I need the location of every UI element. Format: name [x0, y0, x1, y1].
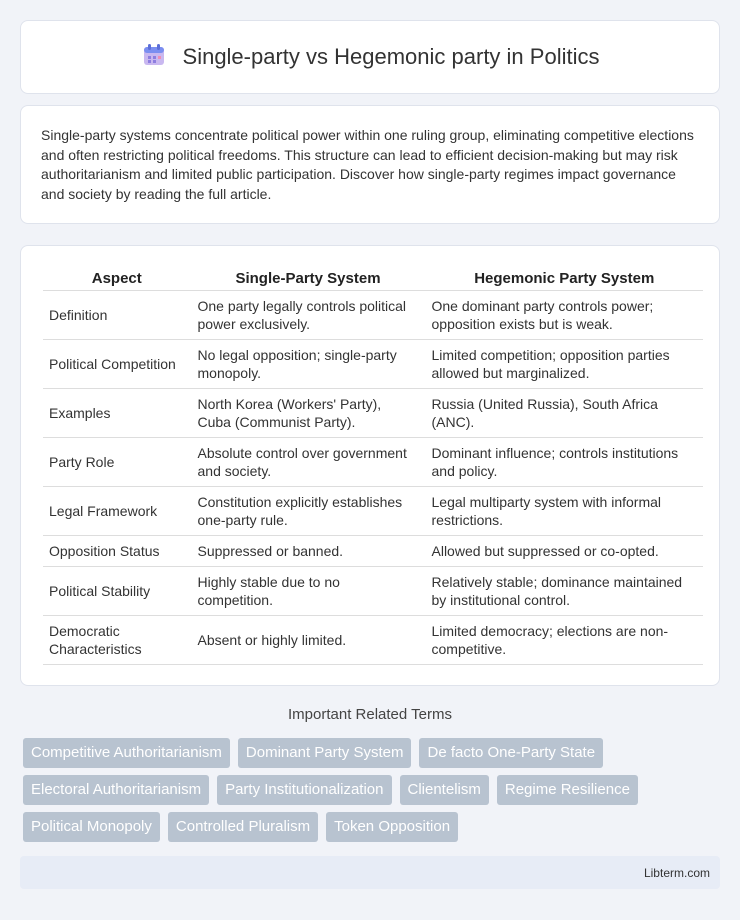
related-terms-title: Important Related Terms: [288, 706, 452, 723]
row-single-party: North Korea (Workers' Party), Cuba (Communist Party).: [191, 389, 425, 438]
row-hegemonic-party: Limited democracy; elections are non-competitive.: [425, 616, 703, 665]
table-row: [43, 567, 703, 616]
row-single-party: Absent or highly limited.: [191, 616, 425, 665]
related-term-tag[interactable]: Regime Resilience: [497, 775, 638, 805]
row-aspect: Political Competition: [43, 340, 191, 389]
comparison-table-card: [20, 245, 720, 686]
related-term-tag[interactable]: Controlled Pluralism: [168, 812, 318, 842]
row-aspect: Party Role: [43, 438, 191, 487]
row-single-party: Suppressed or banned.: [191, 536, 425, 567]
row-hegemonic-party: Dominant influence; controls institutions and policy.: [425, 438, 703, 487]
table-row: [43, 340, 703, 389]
row-aspect: Democratic Characteristics: [43, 616, 191, 665]
row-single-party: Highly stable due to no competition.: [191, 567, 425, 616]
row-hegemonic-party: One dominant party controls power; opposition exists but is weak.: [425, 291, 703, 340]
row-aspect: Opposition Status: [43, 536, 191, 567]
intro-text: Single-party systems concentrate political power within one ruling group, eliminating competitive elections and often restricting political freedoms. This structure can lead to efficient decision-making but may risk authoritarianism and limited public participation. Discover how single-party regimes impact governance and society by reading the full article.: [41, 127, 694, 202]
related-term-tag[interactable]: Electoral Authoritarianism: [23, 775, 209, 805]
related-term-tag[interactable]: Token Opposition: [326, 812, 458, 842]
table-row: [43, 616, 703, 665]
footer: [20, 856, 720, 889]
row-hegemonic-party: Allowed but suppressed or co-opted.: [425, 536, 703, 567]
table-row: [43, 438, 703, 487]
related-terms-list: [23, 738, 723, 842]
row-aspect: Examples: [43, 389, 191, 438]
related-term-tag[interactable]: Political Monopoly: [23, 812, 160, 842]
row-hegemonic-party: Russia (United Russia), South Africa (ANC).: [425, 389, 703, 438]
title-card: [20, 20, 720, 94]
header-aspect: Aspect: [43, 264, 191, 291]
intro-card: [20, 105, 720, 224]
row-hegemonic-party: Limited competition; opposition parties allowed but marginalized.: [425, 340, 703, 389]
table-row: [43, 389, 703, 438]
header-single-party: Single-Party System: [191, 264, 425, 291]
related-term-tag[interactable]: De facto One-Party State: [419, 738, 603, 768]
row-single-party: One party legally controls political power exclusively.: [191, 291, 425, 340]
row-aspect: Definition: [43, 291, 191, 340]
calendar-icon: [141, 42, 167, 73]
table-header-row: [43, 264, 703, 291]
row-hegemonic-party: Legal multiparty system with informal restrictions.: [425, 487, 703, 536]
row-single-party: Constitution explicitly establishes one-party rule.: [191, 487, 425, 536]
related-term-tag[interactable]: Party Institutionalization: [217, 775, 391, 805]
table-row: [43, 291, 703, 340]
row-hegemonic-party: Relatively stable; dominance maintained by institutional control.: [425, 567, 703, 616]
page-title: Single-party vs Hegemonic party in Politics: [182, 44, 600, 69]
related-term-tag[interactable]: Dominant Party System: [238, 738, 412, 768]
table-row: [43, 536, 703, 567]
related-term-tag[interactable]: Clientelism: [400, 775, 489, 805]
row-single-party: Absolute control over government and society.: [191, 438, 425, 487]
comparison-table: [43, 264, 703, 665]
table-row: [43, 487, 703, 536]
row-single-party: No legal opposition; single-party monopoly.: [191, 340, 425, 389]
header-hegemonic-party: Hegemonic Party System: [425, 264, 703, 291]
row-aspect: Legal Framework: [43, 487, 191, 536]
footer-site-link[interactable]: Libterm.com: [643, 866, 710, 880]
row-aspect: Political Stability: [43, 567, 191, 616]
related-term-tag[interactable]: Competitive Authoritarianism: [23, 738, 230, 768]
